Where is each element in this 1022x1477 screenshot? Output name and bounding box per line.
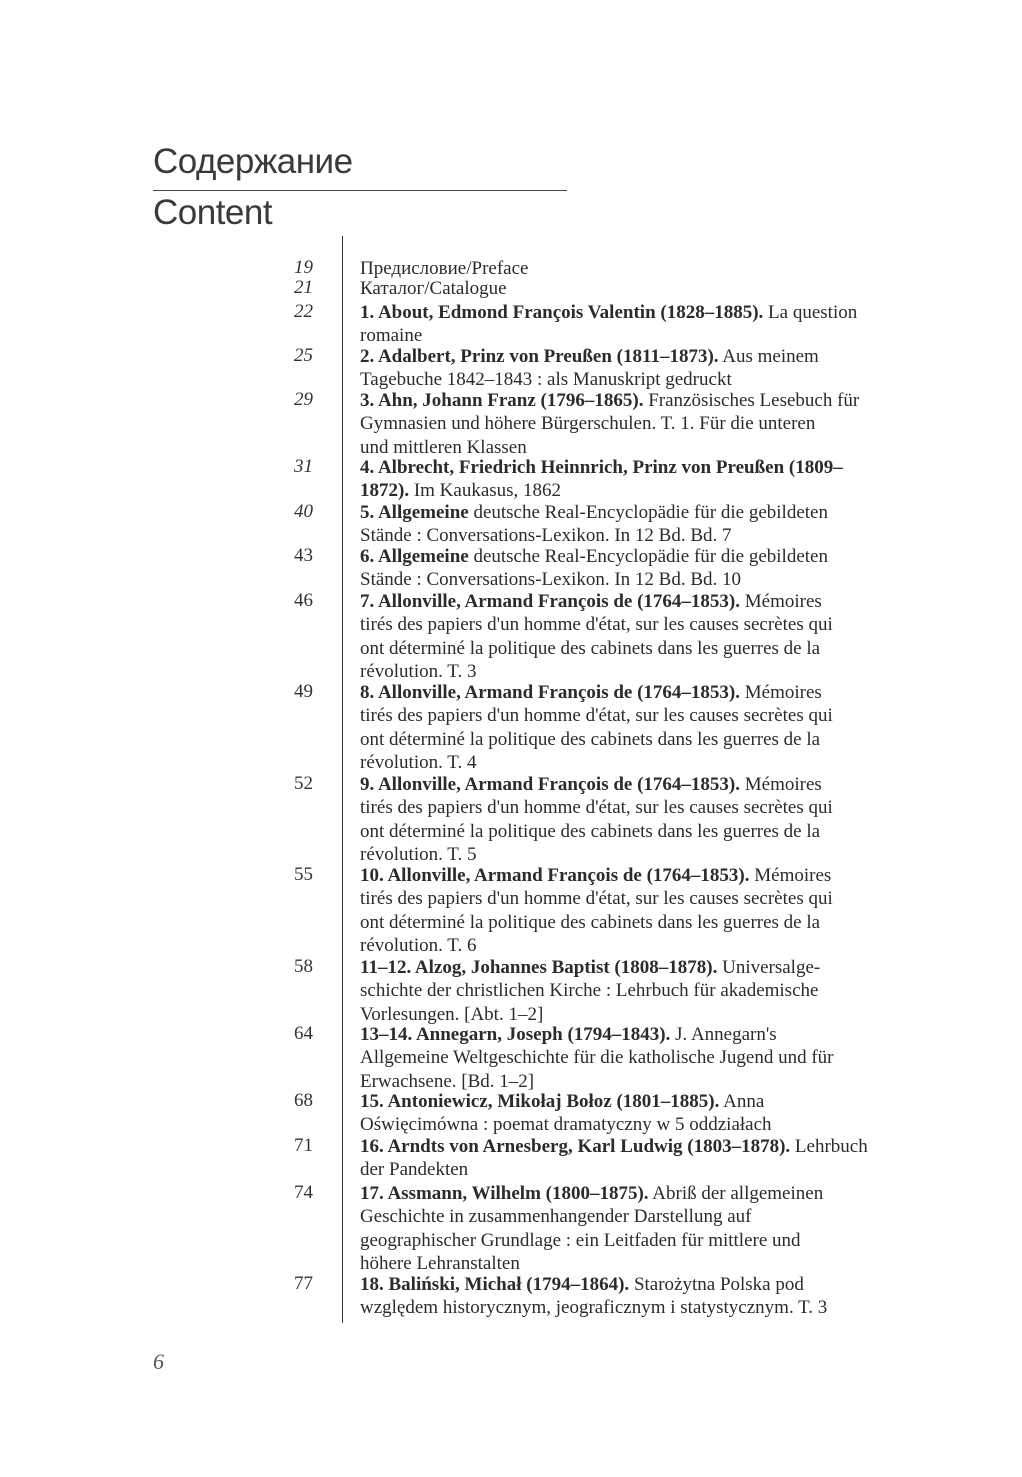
toc-page-number: 68 — [294, 1090, 313, 1111]
toc-entry-author: 8. Allonville, Armand François de (1764–1853). — [360, 682, 740, 703]
toc-page-number: 71 — [294, 1135, 313, 1156]
toc-entry-title: tirés des papiers d'un homme d'état, sur les causes secrètes qui — [360, 888, 833, 910]
toc-entry-line — [360, 820, 928, 843]
toc-entry-title: ont déterminé la politique des cabinets dans les guerres de la — [360, 911, 821, 933]
toc-entry-line — [360, 637, 928, 660]
toc-entry-text — [360, 590, 928, 683]
toc-entry-title: geographischer Grundlage : ein Leitfaden für mittlere und — [360, 1229, 801, 1251]
toc-entry-line — [360, 1252, 928, 1275]
toc-entry-title: Oświęcimówna : poemat dramatyczny w 5 oddziałach — [360, 1114, 772, 1136]
toc-entry-title: schichte der christlichen Kirche : Lehrbuch für akademische — [360, 980, 819, 1002]
toc-entry-line — [360, 934, 928, 957]
toc-entry-text — [360, 456, 928, 503]
toc-entry-line — [360, 1158, 928, 1181]
toc-page-number: 22 — [294, 301, 313, 322]
toc-entry-title: Im Kaukasus, 1862 — [409, 480, 562, 502]
toc-entry-title: révolution. T. 5 — [360, 843, 477, 865]
page-number: 6 — [153, 1349, 164, 1374]
toc-entry-text — [360, 389, 928, 459]
toc-entry-title: Anna — [719, 1091, 765, 1112]
heading-english: Content — [153, 193, 273, 232]
toc-entry-line — [360, 1046, 928, 1069]
toc-entry-title: Mémoires — [740, 774, 822, 795]
toc-entry-title: ont déterminé la politique des cabinets dans les guerres de la — [360, 820, 821, 842]
toc-entry-line — [360, 1182, 928, 1205]
toc-entry-line — [360, 479, 928, 502]
toc-entry-author: 2. Adalbert, Prinz von Preußen (1811–1873). — [360, 346, 719, 367]
toc-page-number: 52 — [294, 773, 313, 794]
toc-entry-author: 5. Allgemeine — [360, 502, 469, 523]
toc-entry-author: 17. Assmann, Wilhelm (1800–1875). — [360, 1183, 649, 1204]
toc-entry-text — [360, 501, 928, 548]
toc-page-number: 19 — [294, 257, 313, 278]
toc-entry-author: 4. Albrecht, Friedrich Heinnrich, Prinz von Preußen (1809– — [360, 457, 843, 478]
toc-entry-line — [360, 613, 928, 636]
toc-page-number: 25 — [294, 345, 313, 366]
toc-entry-title: Französisches Lesebuch für — [643, 390, 860, 411]
toc-entry-title: révolution. T. 4 — [360, 751, 477, 773]
toc-entry-text — [360, 956, 928, 1026]
toc-entry-text — [360, 1182, 928, 1275]
toc-entry-title: względem historycznym, jeograficznym i statystycznym. T. 3 — [360, 1297, 828, 1319]
toc-entry-text — [360, 1090, 928, 1137]
toc-entry-line — [360, 389, 928, 412]
toc-entry-author: 6. Allgemeine — [360, 546, 469, 567]
toc-entry-line — [360, 301, 928, 324]
toc-page-number: 55 — [294, 864, 313, 885]
toc-entry-line — [360, 1205, 928, 1228]
toc-entry-line — [360, 277, 928, 300]
toc-entry-title: Vorlesungen. [Abt. 1–2] — [360, 1003, 544, 1025]
toc-entry-line — [360, 568, 928, 591]
toc-entry-text — [360, 1023, 928, 1093]
toc-entry-title: tirés des papiers d'un homme d'état, sur les causes secrètes qui — [360, 614, 833, 636]
toc-entry-title: tirés des papiers d'un homme d'état, sur les causes secrètes qui — [360, 797, 833, 819]
toc-entry-title: deutsche Real-Encyclopädie für die gebildeten — [468, 502, 828, 523]
toc-entry-line — [360, 1229, 928, 1252]
toc-entry-author: 1872). — [360, 480, 410, 502]
toc-entry-author: 7. Allonville, Armand François de (1764–1853). — [360, 591, 740, 612]
toc-entry-title: Allgemeine Weltgeschichte für die katholische Jugend und für — [360, 1047, 834, 1069]
toc-entry-title: Gymnasien und höhere Bürgerschulen. T. 1. Für die unteren — [360, 413, 816, 435]
toc-entry-title: J. Annegarn's — [670, 1024, 777, 1045]
toc-page-number: 43 — [294, 545, 313, 566]
toc-page-number: 49 — [294, 681, 313, 702]
toc-entry-text — [360, 301, 928, 348]
toc-entry-line — [360, 704, 928, 727]
toc-entry-text — [360, 345, 928, 392]
toc-entry-title: révolution. T. 6 — [360, 934, 477, 956]
toc-entry-line — [360, 1113, 928, 1136]
toc-entry-line — [360, 843, 928, 866]
toc-entry-line — [360, 956, 928, 979]
toc-entry-title: der Pandekten — [360, 1159, 469, 1181]
toc-entry-line — [360, 1090, 928, 1113]
toc-entry-title: ont déterminé la politique des cabinets dans les guerres de la — [360, 728, 821, 750]
toc-entry-text — [360, 681, 928, 774]
toc-page-number: 46 — [294, 590, 313, 611]
toc-entry-line — [360, 864, 928, 887]
toc-entry-author: 9. Allonville, Armand François de (1764–1853). — [360, 774, 740, 795]
toc-entry-line — [360, 1273, 928, 1296]
toc-entry-author: 3. Ahn, Johann Franz (1796–1865). — [360, 390, 644, 411]
toc-entry-line — [360, 773, 928, 796]
toc-entry-line — [360, 796, 928, 819]
toc-entry-title: Mémoires — [749, 865, 832, 886]
toc-entry-text — [360, 864, 928, 957]
toc-entry-line — [360, 1135, 928, 1158]
toc-entry-title: und mittleren Klassen — [360, 436, 527, 458]
toc-entry-title: Aus meinem — [718, 346, 819, 367]
toc-entry-author: 10. Allonville, Armand François de (1764–1853). — [360, 865, 750, 886]
toc-entry-line — [360, 979, 928, 1002]
toc-entry-text — [360, 773, 928, 866]
toc-entry-title: ont déterminé la politique des cabinets dans les guerres de la — [360, 637, 821, 659]
toc-entry-author: 15. Antoniewicz, Mikołaj Bołoz (1801–1885). — [360, 1091, 720, 1112]
toc-page-number: 74 — [294, 1182, 313, 1203]
toc-entry-text — [360, 1273, 928, 1320]
toc-entry-line — [360, 456, 928, 479]
toc-entry-line — [360, 1296, 928, 1319]
toc-entry-title: Stände : Conversations-Lexikon. In 12 Bd. Bd. 7 — [360, 525, 732, 547]
toc-entry-text — [360, 277, 928, 300]
toc-entry-line — [360, 887, 928, 910]
toc-entry-line — [360, 660, 928, 683]
toc-entry-author: 1. About, Edmond François Valentin (1828–1885). — [360, 302, 764, 323]
toc-entry-title: Geschichte in zusammenhangender Darstellung auf — [360, 1206, 752, 1228]
toc-page-number: 31 — [294, 456, 313, 477]
toc-entry-line — [360, 911, 928, 934]
toc-entry-title: Abriß der allgemeinen — [648, 1183, 824, 1204]
toc-entry-line — [360, 412, 928, 435]
toc-page-number: 64 — [294, 1023, 313, 1044]
toc-entry-line — [360, 590, 928, 613]
toc-page-number: 21 — [294, 277, 313, 298]
toc-entry-title: Mémoires — [740, 591, 822, 612]
toc-entry-title: Universalge- — [717, 957, 821, 978]
toc-page-number: 77 — [294, 1273, 313, 1294]
toc-entry-title: Каталог/Catalogue — [360, 278, 507, 299]
toc-entry-author: 11–12. Alzog, Johannes Baptist (1808–1878). — [360, 957, 718, 978]
toc-entry-line — [360, 751, 928, 774]
toc-page-number: 40 — [294, 501, 313, 522]
toc-page-number: 29 — [294, 389, 313, 410]
toc-entry-author: 13–14. Annegarn, Joseph (1794–1843). — [360, 1024, 671, 1045]
toc-entry-title: romaine — [360, 325, 423, 347]
toc-entry-text — [360, 1135, 928, 1182]
toc-entry-line — [360, 728, 928, 751]
toc-entry-title: Starożytna Polska pod — [629, 1274, 804, 1295]
toc-entry-line — [360, 345, 928, 368]
toc-entry-line — [360, 501, 928, 524]
toc-entry-title: Lehrbuch — [790, 1136, 868, 1157]
toc-entry-author: 16. Arndts von Arnesberg, Karl Ludwig (1803–1878). — [360, 1136, 791, 1157]
heading-russian: Содержание — [153, 142, 353, 181]
toc-entry-line — [360, 681, 928, 704]
toc-vertical-rule — [342, 236, 343, 1323]
toc-entry-text — [360, 545, 928, 592]
toc-entry-line — [360, 1023, 928, 1046]
toc-page-number: 58 — [294, 956, 313, 977]
toc-entry-author: 18. Baliński, Michał (1794–1864). — [360, 1274, 630, 1295]
toc-entry-title: Mémoires — [740, 682, 822, 703]
toc-entry-title: tirés des papiers d'un homme d'état, sur les causes secrètes qui — [360, 705, 833, 727]
toc-entry-title: Erwachsene. [Bd. 1–2] — [360, 1070, 535, 1092]
toc-entry-title: Stände : Conversations-Lexikon. In 12 Bd. Bd. 10 — [360, 569, 742, 591]
toc-entry-line — [360, 545, 928, 568]
toc-entry-title: révolution. T. 3 — [360, 660, 477, 682]
toc-entry-title: Tagebuche 1842–1843 : als Manuskript gedruckt — [360, 369, 732, 391]
toc-entry-title: Предисловие/Preface — [360, 258, 529, 279]
toc-entry-title: deutsche Real-Encyclopädie für die gebildeten — [468, 546, 828, 567]
toc-entry-title: höhere Lehranstalten — [360, 1252, 520, 1274]
toc-entry-title: La question — [763, 302, 858, 323]
heading-block — [153, 142, 567, 233]
heading-divider — [153, 190, 567, 191]
